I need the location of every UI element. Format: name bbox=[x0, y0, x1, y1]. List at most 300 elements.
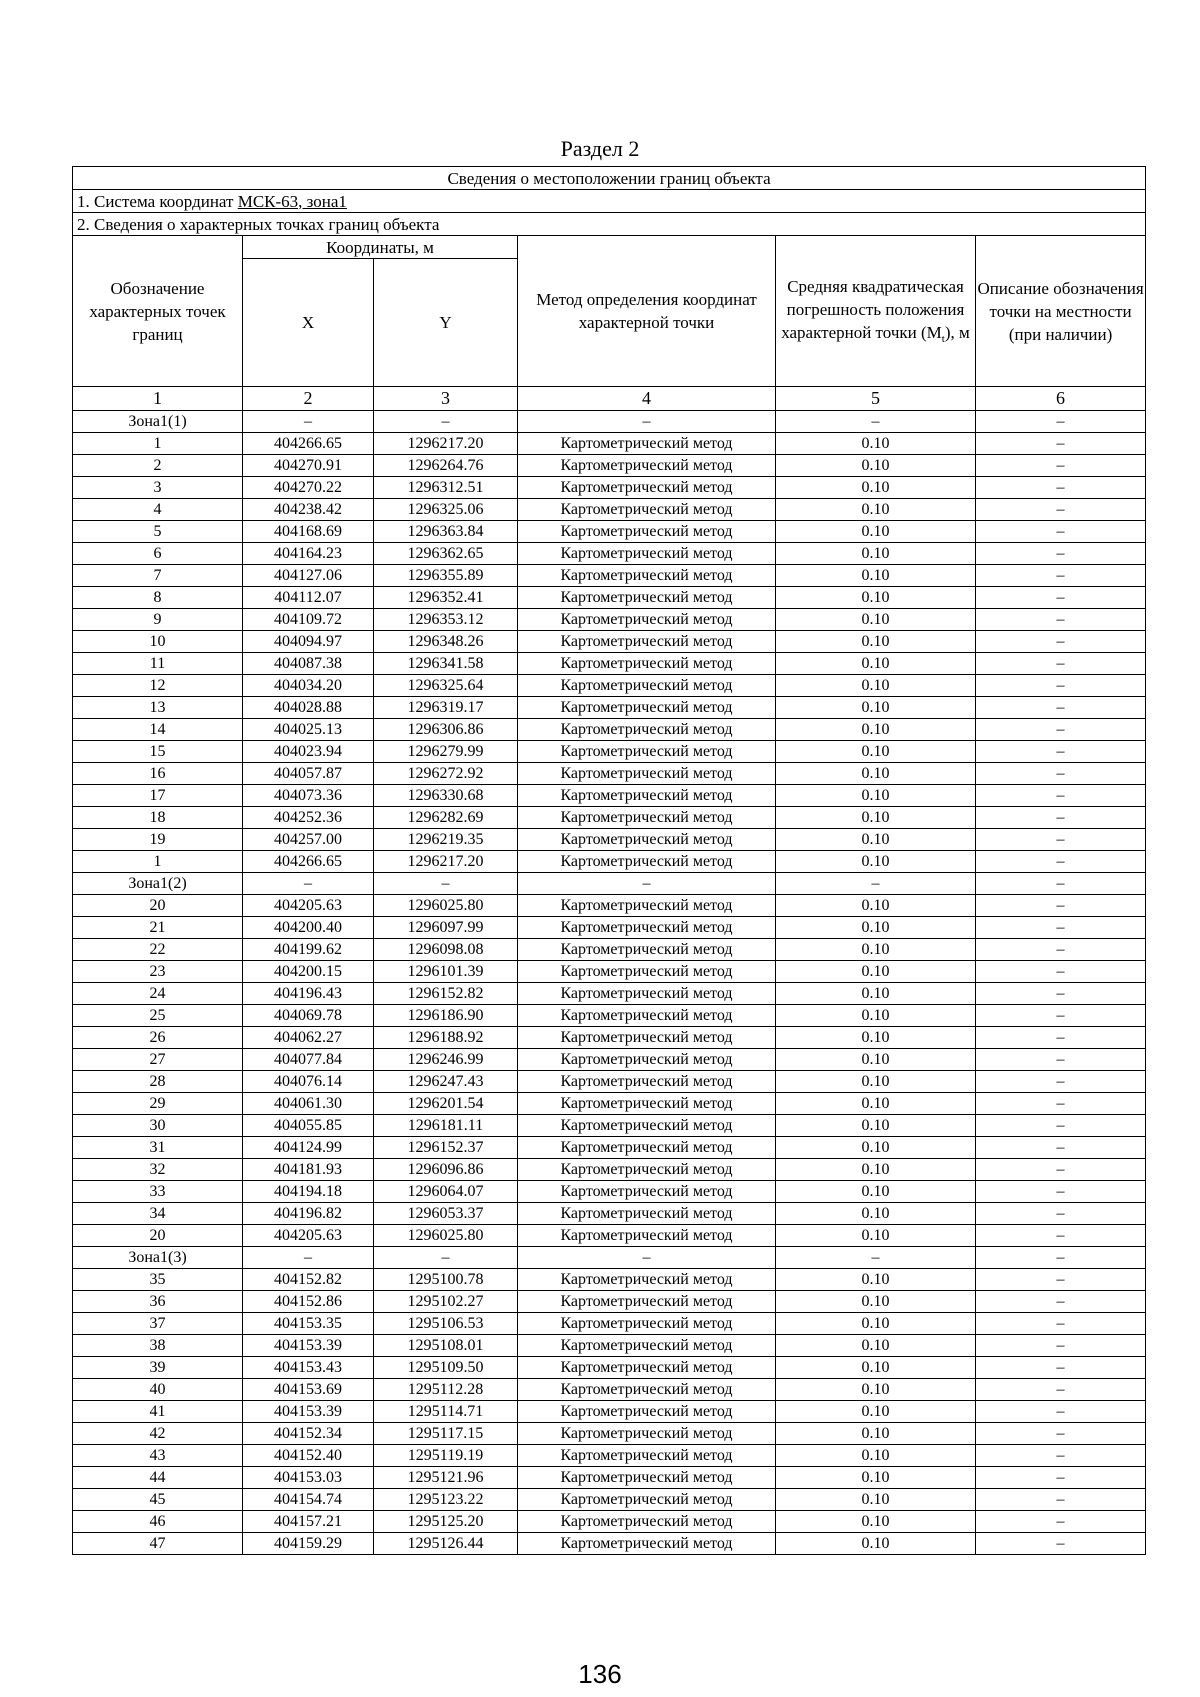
table-cell: 23 bbox=[73, 961, 243, 983]
table-cell: 0.10 bbox=[776, 565, 976, 587]
table-cell: 404168.69 bbox=[243, 521, 374, 543]
table-cell: Зона1(2) bbox=[73, 873, 243, 895]
table-cell: 0.10 bbox=[776, 939, 976, 961]
table-cell: Картометрический метод bbox=[518, 1049, 776, 1071]
table-cell: – bbox=[976, 1181, 1146, 1203]
table-cell: 1295117.15 bbox=[374, 1423, 518, 1445]
table-cell: – bbox=[976, 1071, 1146, 1093]
table-cell: 1296025.80 bbox=[374, 1225, 518, 1247]
table-cell: 404153.43 bbox=[243, 1357, 374, 1379]
table-cell: 0.10 bbox=[776, 1401, 976, 1423]
table-cell: 14 bbox=[73, 719, 243, 741]
header-x: X bbox=[243, 259, 374, 387]
table-cell: 34 bbox=[73, 1203, 243, 1225]
table-row bbox=[73, 1511, 1146, 1533]
table-cell: – bbox=[976, 543, 1146, 565]
table-cell: 30 bbox=[73, 1115, 243, 1137]
table-cell: 404077.84 bbox=[243, 1049, 374, 1071]
table-cell: 1 bbox=[73, 433, 243, 455]
table-cell: – bbox=[976, 1467, 1146, 1489]
table-row bbox=[73, 631, 1146, 653]
table-cell: – bbox=[976, 1489, 1146, 1511]
table-cell: 0.10 bbox=[776, 1137, 976, 1159]
table-cell: 404152.86 bbox=[243, 1291, 374, 1313]
table-cell: 2 bbox=[73, 455, 243, 477]
table-cell: – bbox=[976, 1203, 1146, 1225]
table-cell: Картометрический метод bbox=[518, 917, 776, 939]
table-row bbox=[73, 433, 1146, 455]
table-cell: Картометрический метод bbox=[518, 829, 776, 851]
header-mean-error-unit: ), м bbox=[944, 323, 970, 342]
table-cell: – bbox=[776, 873, 976, 895]
table-cell: 404181.93 bbox=[243, 1159, 374, 1181]
table-cell: 0.10 bbox=[776, 917, 976, 939]
table-cell: – bbox=[976, 521, 1146, 543]
table-cell: Картометрический метод bbox=[518, 1269, 776, 1291]
table-cell: 0.10 bbox=[776, 829, 976, 851]
table-cell: Картометрический метод bbox=[518, 1511, 776, 1533]
table-cell: 27 bbox=[73, 1049, 243, 1071]
table-cell: Картометрический метод bbox=[518, 1357, 776, 1379]
table-cell: 38 bbox=[73, 1335, 243, 1357]
table-cell: 33 bbox=[73, 1181, 243, 1203]
table-cell: Картометрический метод bbox=[518, 697, 776, 719]
table-cell: – bbox=[976, 697, 1146, 719]
table-cell: 0.10 bbox=[776, 1379, 976, 1401]
table-cell: 41 bbox=[73, 1401, 243, 1423]
table-cell: – bbox=[976, 1027, 1146, 1049]
table-cell: – bbox=[976, 477, 1146, 499]
table-cell: 25 bbox=[73, 1005, 243, 1027]
table-cell: 1296348.26 bbox=[374, 631, 518, 653]
table-cell: Картометрический метод bbox=[518, 1005, 776, 1027]
table-cell: 16 bbox=[73, 763, 243, 785]
table-cell: 404157.21 bbox=[243, 1511, 374, 1533]
table-cell: – bbox=[976, 851, 1146, 873]
table-cell: – bbox=[976, 1401, 1146, 1423]
table-row bbox=[73, 829, 1146, 851]
table-row bbox=[73, 1467, 1146, 1489]
table-cell: – bbox=[976, 1511, 1146, 1533]
table-cell: 1295126.44 bbox=[374, 1533, 518, 1555]
table-cell: Картометрический метод bbox=[518, 1225, 776, 1247]
section-title: Раздел 2 bbox=[560, 136, 640, 161]
table-cell: 40 bbox=[73, 1379, 243, 1401]
table-cell: Картометрический метод bbox=[518, 895, 776, 917]
table-row bbox=[73, 455, 1146, 477]
table-row bbox=[73, 1445, 1146, 1467]
table-cell: Картометрический метод bbox=[518, 1137, 776, 1159]
table-cell: 404057.87 bbox=[243, 763, 374, 785]
table-cell: 404025.13 bbox=[243, 719, 374, 741]
table-cell: 31 bbox=[73, 1137, 243, 1159]
table-cell: – bbox=[976, 499, 1146, 521]
table-cell: Картометрический метод bbox=[518, 939, 776, 961]
table-cell: 0.10 bbox=[776, 1291, 976, 1313]
table-cell: 404238.42 bbox=[243, 499, 374, 521]
table-cell: 404028.88 bbox=[243, 697, 374, 719]
table-cell: 1296272.92 bbox=[374, 763, 518, 785]
table-cell: Картометрический метод bbox=[518, 851, 776, 873]
table-cell: 7 bbox=[73, 565, 243, 587]
table-cell: 404034.20 bbox=[243, 675, 374, 697]
page-number: 136 bbox=[578, 1659, 622, 1689]
table-cell: Картометрический метод bbox=[518, 1533, 776, 1555]
table-cell: 11 bbox=[73, 653, 243, 675]
table-cell: Картометрический метод bbox=[518, 741, 776, 763]
table-cell: Картометрический метод bbox=[518, 983, 776, 1005]
table-cell: 1296219.35 bbox=[374, 829, 518, 851]
table-cell: 1296101.39 bbox=[374, 961, 518, 983]
table-title: Сведения о местоположении границ объекта bbox=[73, 167, 1146, 190]
table-cell: Картометрический метод bbox=[518, 543, 776, 565]
table-cell: 1296330.68 bbox=[374, 785, 518, 807]
table-cell: 0.10 bbox=[776, 455, 976, 477]
coordinate-system-value: МСК-63, зона1 bbox=[237, 191, 347, 211]
table-cell: 404200.15 bbox=[243, 961, 374, 983]
column-number: 6 bbox=[976, 387, 1146, 411]
table-cell: 0.10 bbox=[776, 675, 976, 697]
table-cell: 1296247.43 bbox=[374, 1071, 518, 1093]
table-cell: Картометрический метод bbox=[518, 785, 776, 807]
table-cell: 0.10 bbox=[776, 521, 976, 543]
table-cell: 0.10 bbox=[776, 1533, 976, 1555]
table-cell: – bbox=[374, 411, 518, 433]
table-cell: 0.10 bbox=[776, 741, 976, 763]
table-cell: – bbox=[976, 1137, 1146, 1159]
table-row bbox=[73, 1335, 1146, 1357]
table-cell: – bbox=[976, 1291, 1146, 1313]
table-cell: Картометрический метод bbox=[518, 587, 776, 609]
table-cell: Картометрический метод bbox=[518, 1445, 776, 1467]
table-cell: 404196.82 bbox=[243, 1203, 374, 1225]
table-cell: Картометрический метод bbox=[518, 499, 776, 521]
table-row bbox=[73, 1269, 1146, 1291]
table-row bbox=[73, 697, 1146, 719]
table-cell: 21 bbox=[73, 917, 243, 939]
table-cell: 1296264.76 bbox=[374, 455, 518, 477]
table-cell: Картометрический метод bbox=[518, 433, 776, 455]
table-cell: – bbox=[976, 675, 1146, 697]
table-cell: Картометрический метод bbox=[518, 1093, 776, 1115]
table-cell: 404069.78 bbox=[243, 1005, 374, 1027]
table-cell: 45 bbox=[73, 1489, 243, 1511]
boundary-points-table bbox=[72, 166, 1146, 1555]
table-row bbox=[73, 1379, 1146, 1401]
table-cell: 4 bbox=[73, 499, 243, 521]
table-cell: 20 bbox=[73, 895, 243, 917]
table-row bbox=[73, 1291, 1146, 1313]
table-cell: 36 bbox=[73, 1291, 243, 1313]
table-cell: 404194.18 bbox=[243, 1181, 374, 1203]
table-cell: 35 bbox=[73, 1269, 243, 1291]
table-cell: 17 bbox=[73, 785, 243, 807]
header-method: Метод определения координат характерной точки bbox=[518, 236, 776, 387]
table-cell: Картометрический метод bbox=[518, 1401, 776, 1423]
table-cell: 10 bbox=[73, 631, 243, 653]
table-cell: Зона1(3) bbox=[73, 1247, 243, 1269]
table-cell: 0.10 bbox=[776, 807, 976, 829]
table-row bbox=[73, 741, 1146, 763]
table-cell: – bbox=[976, 1445, 1146, 1467]
table-cell: 0.10 bbox=[776, 1093, 976, 1115]
table-row bbox=[73, 521, 1146, 543]
table-cell: Картометрический метод bbox=[518, 477, 776, 499]
table-cell: 0.10 bbox=[776, 631, 976, 653]
table-cell: – bbox=[976, 873, 1146, 895]
table-cell: 404087.38 bbox=[243, 653, 374, 675]
table-row bbox=[73, 609, 1146, 631]
table-cell: Картометрический метод bbox=[518, 719, 776, 741]
table-cell: – bbox=[518, 1247, 776, 1269]
table-cell: 0.10 bbox=[776, 1489, 976, 1511]
table-cell: 0.10 bbox=[776, 1005, 976, 1027]
table-row bbox=[73, 411, 1146, 433]
table-cell: 0.10 bbox=[776, 983, 976, 1005]
table-cell: – bbox=[243, 873, 374, 895]
table-cell: 404154.74 bbox=[243, 1489, 374, 1511]
table-cell: 404109.72 bbox=[243, 609, 374, 631]
table-row bbox=[73, 1115, 1146, 1137]
table-cell: 404159.29 bbox=[243, 1533, 374, 1555]
table-cell: 1296363.84 bbox=[374, 521, 518, 543]
table-cell: Картометрический метод bbox=[518, 1313, 776, 1335]
table-row bbox=[73, 961, 1146, 983]
table-cell: 37 bbox=[73, 1313, 243, 1335]
table-cell: – bbox=[976, 741, 1146, 763]
table-row bbox=[73, 499, 1146, 521]
table-cell: 22 bbox=[73, 939, 243, 961]
table-row bbox=[73, 1225, 1146, 1247]
table-cell: 0.10 bbox=[776, 1071, 976, 1093]
table-cell: 1296282.69 bbox=[374, 807, 518, 829]
header-y: Y bbox=[374, 259, 518, 387]
table-cell: 1295109.50 bbox=[374, 1357, 518, 1379]
table-row bbox=[73, 1357, 1146, 1379]
table-cell: – bbox=[976, 961, 1146, 983]
table-cell: – bbox=[976, 411, 1146, 433]
table-cell: – bbox=[976, 1335, 1146, 1357]
table-cell: Картометрический метод bbox=[518, 565, 776, 587]
table-cell: Картометрический метод bbox=[518, 1203, 776, 1225]
table-row bbox=[73, 785, 1146, 807]
table-cell: 0.10 bbox=[776, 587, 976, 609]
table-cell: Картометрический метод bbox=[518, 1489, 776, 1511]
header-designation: Обозначение характерных точек границ bbox=[73, 236, 243, 387]
table-cell: – bbox=[976, 829, 1146, 851]
table-cell: 1295121.96 bbox=[374, 1467, 518, 1489]
table-cell: – bbox=[976, 1357, 1146, 1379]
table-cell: – bbox=[976, 565, 1146, 587]
table-cell: 1295125.20 bbox=[374, 1511, 518, 1533]
table-row bbox=[73, 719, 1146, 741]
table-cell: 1296053.37 bbox=[374, 1203, 518, 1225]
table-cell: 1296306.86 bbox=[374, 719, 518, 741]
table-cell: – bbox=[976, 1247, 1146, 1269]
table-cell: – bbox=[976, 763, 1146, 785]
table-cell: 404152.40 bbox=[243, 1445, 374, 1467]
table-cell: 404127.06 bbox=[243, 565, 374, 587]
table-cell: 1295106.53 bbox=[374, 1313, 518, 1335]
table-cell: – bbox=[976, 1159, 1146, 1181]
table-cell: Зона1(1) bbox=[73, 411, 243, 433]
table-cell: 1296097.99 bbox=[374, 917, 518, 939]
table-cell: 1296353.12 bbox=[374, 609, 518, 631]
table-cell: 1296217.20 bbox=[374, 851, 518, 873]
table-row bbox=[73, 587, 1146, 609]
table-cell: – bbox=[976, 983, 1146, 1005]
table-cell: Картометрический метод bbox=[518, 1181, 776, 1203]
table-cell: 26 bbox=[73, 1027, 243, 1049]
table-cell: 0.10 bbox=[776, 477, 976, 499]
table-cell: 1296246.99 bbox=[374, 1049, 518, 1071]
table-row bbox=[73, 1071, 1146, 1093]
table-cell: 404152.34 bbox=[243, 1423, 374, 1445]
table-cell: 0.10 bbox=[776, 851, 976, 873]
table-cell: – bbox=[976, 455, 1146, 477]
table-cell: 404055.85 bbox=[243, 1115, 374, 1137]
table-cell: Картометрический метод bbox=[518, 763, 776, 785]
table-cell: – bbox=[976, 609, 1146, 631]
header-mean-error bbox=[776, 236, 976, 387]
table-cell: 404062.27 bbox=[243, 1027, 374, 1049]
table-cell: – bbox=[976, 587, 1146, 609]
table-row bbox=[73, 1181, 1146, 1203]
table-row bbox=[73, 565, 1146, 587]
table-cell: 1296186.90 bbox=[374, 1005, 518, 1027]
table-cell: Картометрический метод bbox=[518, 1027, 776, 1049]
table-cell: 1296096.86 bbox=[374, 1159, 518, 1181]
table-cell: 404112.07 bbox=[243, 587, 374, 609]
table-cell: – bbox=[776, 1247, 976, 1269]
table-cell: 32 bbox=[73, 1159, 243, 1181]
table-cell: 0.10 bbox=[776, 1159, 976, 1181]
table-row bbox=[73, 983, 1146, 1005]
table-row bbox=[73, 939, 1146, 961]
table-cell: 42 bbox=[73, 1423, 243, 1445]
column-number: 4 bbox=[518, 387, 776, 411]
table-cell: 1296152.82 bbox=[374, 983, 518, 1005]
table-cell: – bbox=[976, 433, 1146, 455]
table-cell: 19 bbox=[73, 829, 243, 851]
table-cell: 1296217.20 bbox=[374, 433, 518, 455]
table-cell: 404153.35 bbox=[243, 1313, 374, 1335]
table-cell: 47 bbox=[73, 1533, 243, 1555]
column-number: 1 bbox=[73, 387, 243, 411]
table-row bbox=[73, 895, 1146, 917]
table-row bbox=[73, 1049, 1146, 1071]
table-row bbox=[73, 1203, 1146, 1225]
table-row bbox=[73, 1401, 1146, 1423]
table-cell: – bbox=[976, 631, 1146, 653]
column-number: 5 bbox=[776, 387, 976, 411]
table-cell: Картометрический метод bbox=[518, 961, 776, 983]
table-row bbox=[73, 851, 1146, 873]
table-cell: 1296325.64 bbox=[374, 675, 518, 697]
table-cell: 0.10 bbox=[776, 1027, 976, 1049]
table-cell: 1295108.01 bbox=[374, 1335, 518, 1357]
table-cell: 44 bbox=[73, 1467, 243, 1489]
table-cell: 0.10 bbox=[776, 1335, 976, 1357]
table-cell: 404153.69 bbox=[243, 1379, 374, 1401]
table-cell: 1296098.08 bbox=[374, 939, 518, 961]
table-body bbox=[73, 411, 1146, 1555]
table-cell: – bbox=[518, 873, 776, 895]
table-cell: 0.10 bbox=[776, 895, 976, 917]
table-cell: 43 bbox=[73, 1445, 243, 1467]
table-cell: 0.10 bbox=[776, 1423, 976, 1445]
table-cell: Картометрический метод bbox=[518, 675, 776, 697]
header-mean-error-text: Средняя квадратическая погрешность положения характерной точки (M bbox=[781, 277, 965, 342]
table-cell: 1296312.51 bbox=[374, 477, 518, 499]
table-cell: – bbox=[976, 1379, 1146, 1401]
table-cell: 1296279.99 bbox=[374, 741, 518, 763]
table-cell: Картометрический метод bbox=[518, 1379, 776, 1401]
table-cell: 404152.82 bbox=[243, 1269, 374, 1291]
table-cell: 8 bbox=[73, 587, 243, 609]
table-cell: – bbox=[976, 1533, 1146, 1555]
table-cell: 3 bbox=[73, 477, 243, 499]
table-row bbox=[73, 917, 1146, 939]
table-cell: – bbox=[976, 939, 1146, 961]
table-cell: 1296341.58 bbox=[374, 653, 518, 675]
table-cell: 0.10 bbox=[776, 763, 976, 785]
table-cell: 0.10 bbox=[776, 1115, 976, 1137]
table-cell: 404153.39 bbox=[243, 1335, 374, 1357]
table-cell: 1296362.65 bbox=[374, 543, 518, 565]
table-cell: 0.10 bbox=[776, 1313, 976, 1335]
table-cell: – bbox=[243, 411, 374, 433]
table-cell: Картометрический метод bbox=[518, 1071, 776, 1093]
table-row bbox=[73, 1489, 1146, 1511]
table-cell: 404266.65 bbox=[243, 433, 374, 455]
coordinate-system-label: 1. Система координат bbox=[77, 191, 238, 211]
table-cell: Картометрический метод bbox=[518, 1467, 776, 1489]
table-cell: Картометрический метод bbox=[518, 1335, 776, 1357]
table-cell: 0.10 bbox=[776, 499, 976, 521]
table-cell: – bbox=[374, 873, 518, 895]
coordinate-system-row bbox=[73, 190, 1146, 213]
table-cell: 13 bbox=[73, 697, 243, 719]
table-cell: 1295102.27 bbox=[374, 1291, 518, 1313]
table-cell: 5 bbox=[73, 521, 243, 543]
table-cell: 18 bbox=[73, 807, 243, 829]
table-row bbox=[73, 653, 1146, 675]
table-cell: Картометрический метод bbox=[518, 1115, 776, 1137]
table-cell: Картометрический метод bbox=[518, 1291, 776, 1313]
table-cell: 1296319.17 bbox=[374, 697, 518, 719]
table-cell: 404153.39 bbox=[243, 1401, 374, 1423]
table-cell: – bbox=[976, 1115, 1146, 1137]
table-cell: 0.10 bbox=[776, 433, 976, 455]
table-row bbox=[73, 1027, 1146, 1049]
table-cell: 404205.63 bbox=[243, 895, 374, 917]
table-cell: – bbox=[976, 1225, 1146, 1247]
table-cell: 15 bbox=[73, 741, 243, 763]
header-mean-error-subscript: t bbox=[941, 333, 945, 345]
column-number: 3 bbox=[374, 387, 518, 411]
table-row bbox=[73, 1423, 1146, 1445]
table-row bbox=[73, 543, 1146, 565]
table-row bbox=[73, 1159, 1146, 1181]
table-cell: 0.10 bbox=[776, 785, 976, 807]
table-cell: 404270.22 bbox=[243, 477, 374, 499]
table-cell: Картометрический метод bbox=[518, 653, 776, 675]
table-cell: Картометрический метод bbox=[518, 631, 776, 653]
table-row bbox=[73, 1005, 1146, 1027]
table-cell: 1295119.19 bbox=[374, 1445, 518, 1467]
table-cell: – bbox=[518, 411, 776, 433]
